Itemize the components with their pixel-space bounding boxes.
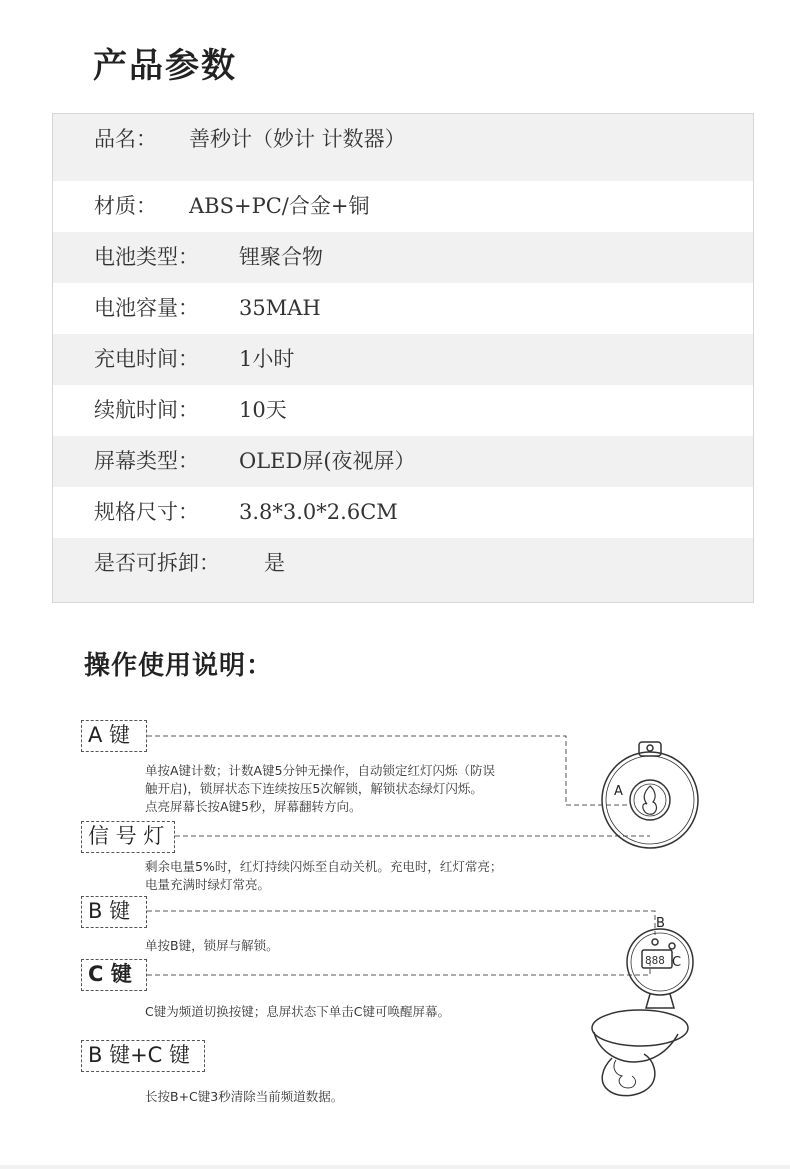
spec-value: 3.8*3.0*2.6CM [239, 500, 398, 524]
desc-line: 单按B键，锁屏与解锁。 [145, 938, 279, 953]
spec-label: 屏幕类型： [94, 449, 199, 473]
diagram-label-c: C [672, 955, 682, 970]
key-b-description [145, 937, 279, 955]
spec-value: 35MAH [239, 296, 321, 320]
desc-line: 单按A键计数；计数A键5分钟无操作，自动锁定红灯闪烁（防误 [145, 763, 496, 778]
svg-text:888: 888 [645, 954, 665, 967]
spec-value: 10天 [239, 398, 287, 422]
spec-label: 品名： [94, 127, 157, 151]
page-title: 产品参数 [93, 46, 237, 86]
spec-label: 电池类型： [94, 245, 199, 269]
spec-value: 是 [264, 551, 285, 575]
spec-value: 1小时 [239, 347, 295, 371]
spec-label: 规格尺寸： [94, 500, 199, 524]
spec-label: 是否可拆卸： [94, 551, 220, 575]
desc-line: 触开启)，锁屏状态下连续按压5次解锁，解锁状态绿灯闪烁。 [145, 781, 483, 796]
desc-line: 点亮屏幕长按A键5秒，屏幕翻转方向。 [145, 799, 362, 814]
spec-value: OLED屏(夜视屏） [239, 449, 416, 473]
key-a-label: A 键 [81, 720, 147, 752]
spec-label: 续航时间： [94, 398, 199, 422]
key-bc-description [145, 1088, 343, 1106]
diagram-label-b: B [656, 916, 665, 931]
spec-label: 材质： [94, 194, 157, 218]
spec-value: ABS+PC/合金+铜 [189, 194, 370, 218]
signal-light-label: 信 号 灯 [81, 821, 175, 853]
spec-value: 锂聚合物 [239, 245, 323, 269]
key-c-description [145, 1003, 450, 1021]
spec-label: 电池容量： [94, 296, 199, 320]
bottom-divider [0, 1165, 790, 1169]
desc-line: C键为频道切换按键；息屏状态下单击C键可唤醒屏幕。 [145, 1004, 450, 1019]
key-bc-label: B 键+C 键 [81, 1040, 205, 1072]
key-b-label: B 键 [81, 896, 147, 928]
desc-line: 电量充满时绿灯常亮。 [145, 877, 271, 892]
desc-line: 剩余电量5%时，红灯持续闪烁至自动关机。充电时，红灯常亮； [145, 859, 503, 874]
desc-line: 长按B+C键3秒清除当前频道数据。 [145, 1089, 344, 1104]
key-a-description [145, 762, 495, 816]
spec-label: 充电时间： [94, 347, 199, 371]
operation-title: 操作使用说明： [84, 651, 274, 681]
spec-value: 善秒计（妙计 计数器） [189, 127, 406, 151]
diagram-label-a: A [614, 784, 623, 799]
key-c-label: C 键 [81, 959, 147, 991]
signal-light-description [145, 858, 502, 894]
